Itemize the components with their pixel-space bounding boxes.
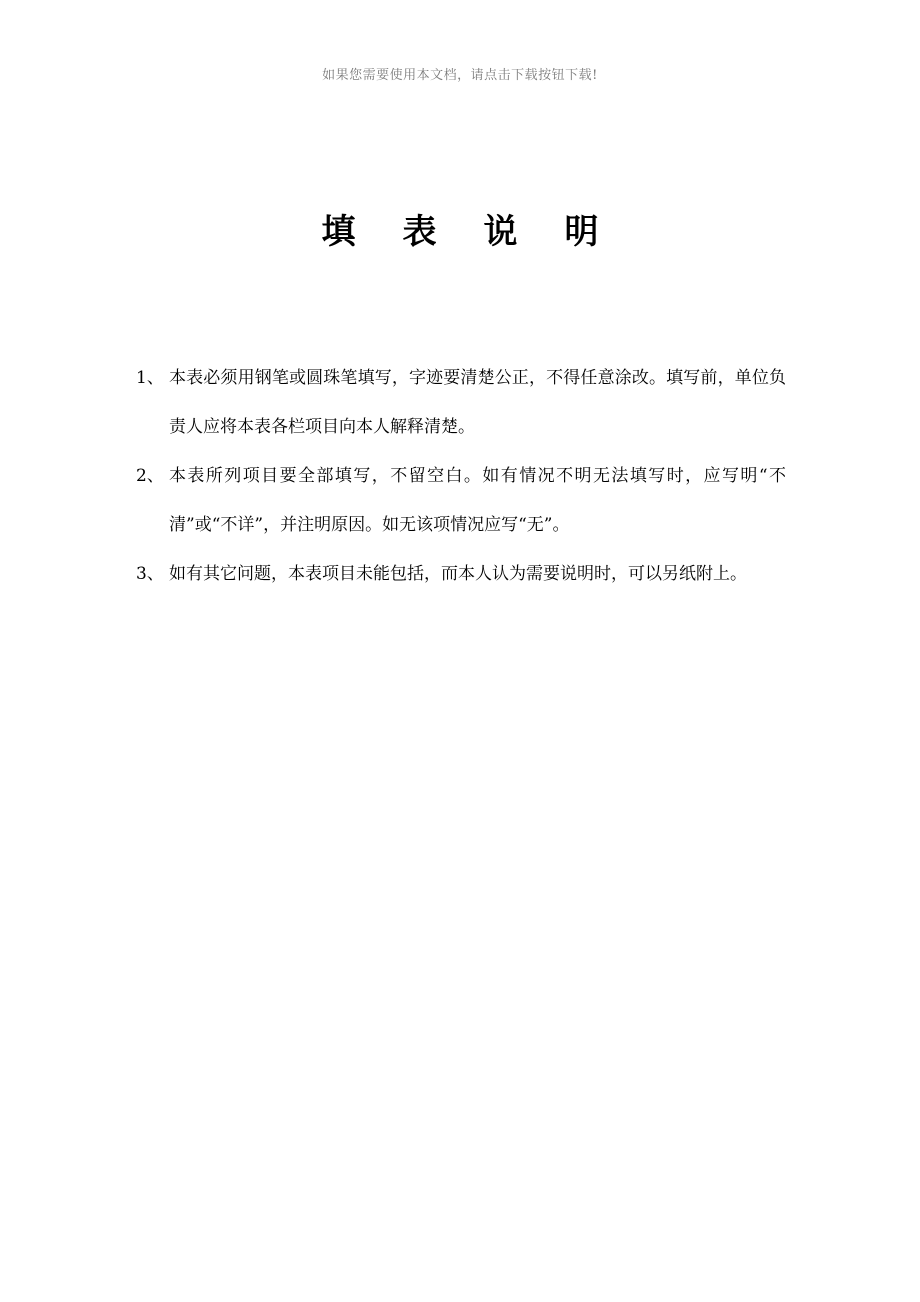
instruction-item [136, 354, 786, 452]
download-note: 如果您需要使用本文档，请点击下载按钮下载! [322, 68, 598, 83]
instruction-text: 本表必须用钢笔或圆珠笔填写，字迹要清楚公正，不得任意涂改。填写前，单位负责人应将本表各栏项目向本人解释清楚。 [169, 368, 786, 437]
instruction-list [136, 354, 786, 599]
page-title: 填表说明 [321, 212, 646, 252]
instruction-item [136, 452, 786, 550]
instruction-number: 2、 [136, 466, 164, 486]
instruction-text: 本表所列项目要全部填写，不留空白。如有情况不明无法填写时，应写明“不清”或“不详”，并注明原因。如无该项情况应写“无”。 [169, 466, 786, 535]
instruction-number: 3、 [136, 564, 164, 584]
instruction-text: 如有其它问题，本表项目未能包括，而本人认为需要说明时，可以另纸附上。 [169, 564, 747, 584]
instruction-number: 1、 [136, 368, 164, 388]
instruction-item [136, 550, 786, 599]
